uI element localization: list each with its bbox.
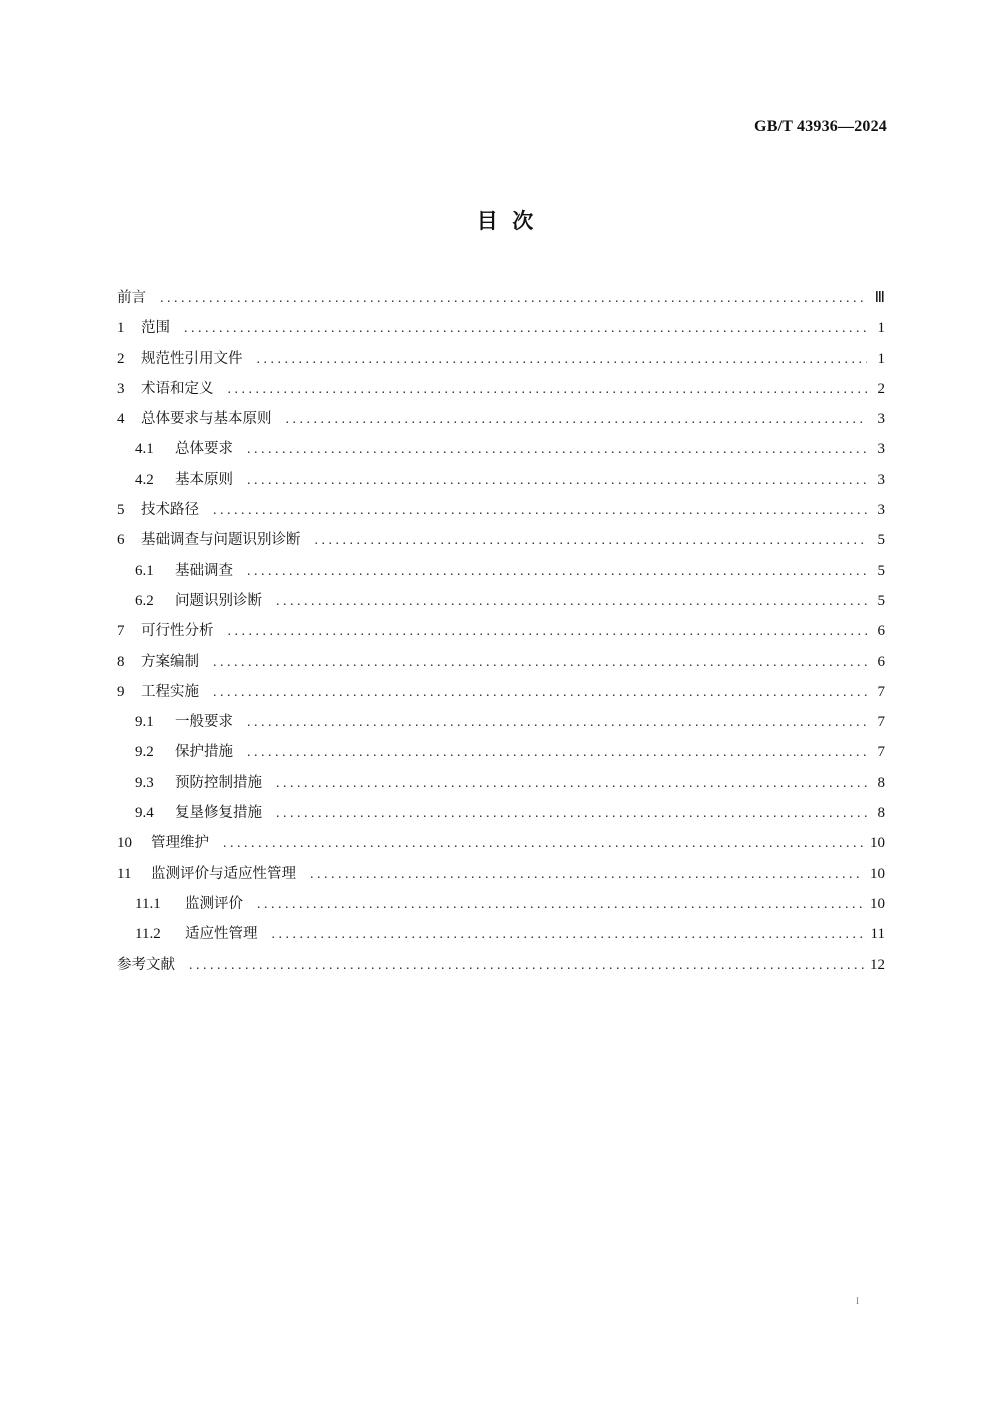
toc-leader-dots bbox=[184, 314, 867, 344]
toc-entry-number: 6 bbox=[117, 532, 125, 549]
toc-entry-label: 监测评价与适应性管理 bbox=[151, 865, 296, 882]
document-code: GB/T 43936—2024 bbox=[754, 118, 887, 135]
toc-entry-9-4[interactable] bbox=[117, 798, 885, 828]
toc-entry-page: 6 bbox=[877, 623, 885, 640]
toc-entry-label: 可行性分析 bbox=[141, 623, 214, 640]
toc-entry-page: 3 bbox=[877, 441, 885, 458]
toc-entry-foreword[interactable] bbox=[117, 283, 885, 313]
toc-leader-dots bbox=[247, 738, 867, 768]
toc-entry-label: 工程实施 bbox=[141, 683, 199, 700]
toc-entry-page: 5 bbox=[877, 562, 885, 579]
toc-entry-11-2[interactable] bbox=[117, 919, 885, 949]
toc-entry-9[interactable] bbox=[117, 677, 885, 707]
toc-leader-dots bbox=[276, 587, 867, 617]
toc-entry-9-3[interactable] bbox=[117, 768, 885, 798]
toc-entry-8[interactable] bbox=[117, 647, 885, 677]
toc-entry-label: 监测评价 bbox=[185, 895, 243, 912]
toc-entry-6[interactable] bbox=[117, 525, 885, 555]
toc-entry-page: 3 bbox=[877, 411, 885, 428]
toc-leader-dots bbox=[315, 526, 868, 556]
toc-entry-page: 7 bbox=[877, 714, 885, 731]
toc-entry-number: 9.1 bbox=[135, 714, 154, 731]
toc-leader-dots bbox=[247, 557, 867, 587]
toc-entry-page: 8 bbox=[877, 805, 885, 822]
toc-entry-4-1[interactable] bbox=[117, 434, 885, 464]
toc-entry-page: Ⅲ bbox=[874, 290, 885, 306]
toc-leader-dots bbox=[276, 769, 867, 799]
toc-entry-page: 1 bbox=[877, 350, 885, 367]
toc-entry-number: 11.2 bbox=[135, 926, 161, 943]
toc-entry-number: 6.1 bbox=[135, 562, 154, 579]
toc-entry-page: 3 bbox=[877, 471, 885, 488]
toc-entry-number: 9.4 bbox=[135, 805, 154, 822]
toc-leader-dots bbox=[160, 284, 867, 314]
toc-leader-dots bbox=[247, 708, 867, 738]
toc-entry-number: 11.1 bbox=[135, 895, 161, 912]
toc-entry-page: 10 bbox=[870, 895, 885, 912]
toc-entry-page: 10 bbox=[870, 865, 885, 882]
toc-entry-1[interactable] bbox=[117, 313, 885, 343]
toc-entry-label: 范围 bbox=[141, 320, 170, 337]
toc-leader-dots bbox=[257, 345, 868, 375]
toc-leader-dots bbox=[223, 829, 864, 859]
toc-entry-number: 9 bbox=[117, 683, 125, 700]
toc-entry-label: 问题识别诊断 bbox=[175, 592, 262, 609]
toc-entry-page: 12 bbox=[870, 956, 885, 973]
toc-entry-label: 保护措施 bbox=[175, 744, 233, 761]
toc-entry-label: 总体要求 bbox=[175, 441, 233, 458]
toc-entry-page: 1 bbox=[877, 320, 885, 337]
toc-entry-label: 技术路径 bbox=[141, 502, 199, 519]
toc-entry-label: 参考文献 bbox=[117, 956, 175, 973]
toc-leader-dots bbox=[213, 678, 867, 708]
toc-entry-page: 3 bbox=[877, 502, 885, 519]
toc-entry-6-2[interactable] bbox=[117, 586, 885, 616]
toc-entry-label: 基础调查 bbox=[175, 562, 233, 579]
toc-entry-label: 术语和定义 bbox=[141, 380, 214, 397]
toc-entry-number: 9.2 bbox=[135, 744, 154, 761]
toc-entry-6-1[interactable] bbox=[117, 556, 885, 586]
toc-entry-9-1[interactable] bbox=[117, 707, 885, 737]
toc-entry-3[interactable] bbox=[117, 374, 885, 404]
toc-entry-11-1[interactable] bbox=[117, 889, 885, 919]
toc-leader-dots bbox=[247, 466, 867, 496]
toc-leader-dots bbox=[228, 617, 868, 647]
toc-entry-page: 7 bbox=[877, 683, 885, 700]
toc-entry-page: 7 bbox=[877, 744, 885, 761]
toc-entry-page: 2 bbox=[877, 380, 885, 397]
toc-entry-page: 10 bbox=[870, 835, 885, 852]
toc-entry-label: 前言 bbox=[117, 290, 146, 306]
footer-page-number: I bbox=[856, 1296, 859, 1306]
toc-entry-number: 7 bbox=[117, 623, 125, 640]
toc-entry-11[interactable] bbox=[117, 859, 885, 889]
table-of-contents bbox=[117, 283, 885, 980]
toc-entry-9-2[interactable] bbox=[117, 737, 885, 767]
toc-leader-dots bbox=[276, 799, 867, 829]
toc-entry-number: 4.1 bbox=[135, 441, 154, 458]
toc-entry-5[interactable] bbox=[117, 495, 885, 525]
toc-entry-number: 4.2 bbox=[135, 471, 154, 488]
toc-entry-number: 10 bbox=[117, 835, 132, 852]
toc-entry-label: 复垦修复措施 bbox=[175, 805, 262, 822]
toc-entry-label: 方案编制 bbox=[141, 653, 199, 670]
toc-entry-label: 适应性管理 bbox=[185, 926, 258, 943]
toc-entry-label: 一般要求 bbox=[175, 714, 233, 731]
toc-leader-dots bbox=[189, 951, 864, 981]
toc-leader-dots bbox=[213, 648, 867, 678]
toc-entry-number: 6.2 bbox=[135, 592, 154, 609]
toc-leader-dots bbox=[286, 405, 868, 435]
toc-entry-label: 规范性引用文件 bbox=[141, 350, 243, 367]
toc-entry-2[interactable] bbox=[117, 344, 885, 374]
toc-entry-label: 管理维护 bbox=[151, 835, 209, 852]
toc-entry-number: 4 bbox=[117, 411, 125, 428]
toc-entry-label: 预防控制措施 bbox=[175, 774, 262, 791]
toc-entry-page: 8 bbox=[877, 774, 885, 791]
toc-entry-4-2[interactable] bbox=[117, 465, 885, 495]
toc-entry-label: 基本原则 bbox=[175, 471, 233, 488]
toc-entry-page: 5 bbox=[877, 592, 885, 609]
toc-entry-number: 11 bbox=[117, 865, 132, 882]
toc-entry-number: 2 bbox=[117, 350, 125, 367]
toc-leader-dots bbox=[272, 920, 865, 950]
page-title: 目 次 bbox=[476, 209, 534, 233]
toc-leader-dots bbox=[213, 496, 867, 526]
toc-entry-10[interactable] bbox=[117, 828, 885, 858]
toc-leader-dots bbox=[257, 890, 864, 920]
toc-entry-number: 5 bbox=[117, 502, 125, 519]
toc-entry-label: 总体要求与基本原则 bbox=[141, 411, 272, 428]
toc-entry-number: 8 bbox=[117, 653, 125, 670]
toc-entry-number: 1 bbox=[117, 320, 125, 337]
toc-entry-page: 11 bbox=[870, 926, 885, 943]
toc-entry-number: 3 bbox=[117, 380, 125, 397]
toc-entry-label: 基础调查与问题识别诊断 bbox=[141, 532, 301, 549]
toc-entry-number: 9.3 bbox=[135, 774, 154, 791]
toc-leader-dots bbox=[310, 860, 864, 890]
toc-entry-references[interactable] bbox=[117, 950, 885, 980]
toc-entry-4[interactable] bbox=[117, 404, 885, 434]
toc-leader-dots bbox=[228, 375, 868, 405]
toc-entry-7[interactable] bbox=[117, 616, 885, 646]
toc-entry-page: 5 bbox=[877, 532, 885, 549]
toc-leader-dots bbox=[247, 435, 867, 465]
toc-entry-page: 6 bbox=[877, 653, 885, 670]
